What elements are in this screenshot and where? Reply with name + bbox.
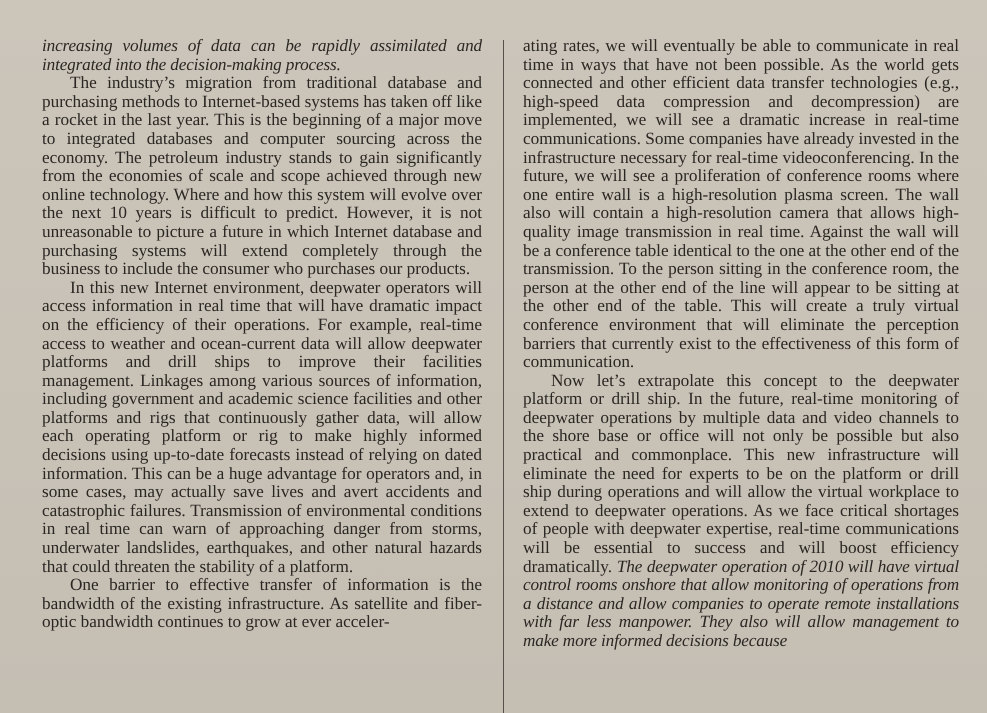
left-paragraph-internet-environment: In this new Internet environment, deepwater operators will access information in real time that will have dramatic impact on the efficiency of their operations. For example, real-time access to weather and ocean-current data will allow deepwater platforms and drill ships to improve their facilities management. Linkages among various sources of information, including government and academic science facilities and other platforms and rigs that continuously gather data, will allow each operating platform or rig to make highly informed decisions using up-to-date forecasts instead of relying on dated information. This can be a huge advantage for operators and, in some cases, may actually save lives and avert accidents and catastrophic failures. Transmission of environmental conditions in real time can warn of approaching danger from storms, underwater landslides, earthquakes, and other natural hazards that could threaten the stability of a platform.	[42, 277, 482, 576]
column-divider	[503, 40, 504, 713]
left-paragraph-bandwidth: One barrier to effective transfer of information is the bandwidth of the existing infrastructure. As satellite and fiber-optic bandwidth continues to grow at ever acceler-	[42, 575, 482, 632]
left-column	[42, 37, 482, 632]
left-paragraph-continued	[42, 37, 482, 74]
right-italic-passage: The deepwater operation of 2010 will have virtual control rooms onshore that allow monitoring of operations from a distance and allow companies to operate remote installations with far less manpower. They also will allow management to make more informed decisions because	[523, 556, 959, 650]
right-paragraph-extrapolate-text: Now let’s extrapolate this concept to the deepwater platform or drill ship. In the future, real-time monitoring of deepwater operations by multiple data and video channels to the shore base or office will not only be possible but also practical and commonplace. This new infrastructure will eliminate the need for experts to be on the platform or drill ship during operations and will allow the virtual workplace to extend to deepwater operations. As we face critical shortages of people with deepwater expertise, real-time communications will be essential to success and will boost efficiency dramatically.	[523, 370, 959, 576]
left-paragraph-migration: The industry’s migration from traditional database and purchasing methods to Internet-based systems has taken off like a rocket in the last year. This is the beginning of a major move to integrated databases and computer sourcing across the economy. The petroleum industry stands to gain significantly from the economies of scale and scope achieved through new online technology. Where and how this system will evolve over the next 10 years is difficult to predict. However, it is not unreasonable to picture a future in which Internet database and purchasing systems will extend completely through the business to include the consumer who purchases our products.	[42, 73, 482, 279]
right-paragraph-extrapolate	[523, 372, 959, 651]
right-paragraph-continued: ating rates, we will eventually be able to communicate in real time in ways that have not been possible. As the world gets connected and other efficient data transfer technologies (e.g., high-speed data compression and decompression) are implemented, we will see a dramatic increase in real-time communications. Some companies have already invested in the infrastructure necessary for real-time videoconferencing. In the future, we will see a proliferation of conference rooms where one entire wall is a high-resolution plasma screen. The wall also will contain a high-resolution camera that allows high-quality image transmission in real time. Against the wall will be a conference table identical to the one at the other end of the transmission. To the person sitting in the conference room, the person at the other end of the line will appear to be sitting at the other end of the table. This will create a truly virtual conference environment that will eliminate the perception barriers that currently exist to the effectiveness of this form of communication.	[523, 36, 959, 372]
right-column	[523, 37, 959, 651]
left-italic-continuation: increasing volumes of data can be rapidly assimilated and integrated into the decision-making process.	[42, 36, 482, 74]
